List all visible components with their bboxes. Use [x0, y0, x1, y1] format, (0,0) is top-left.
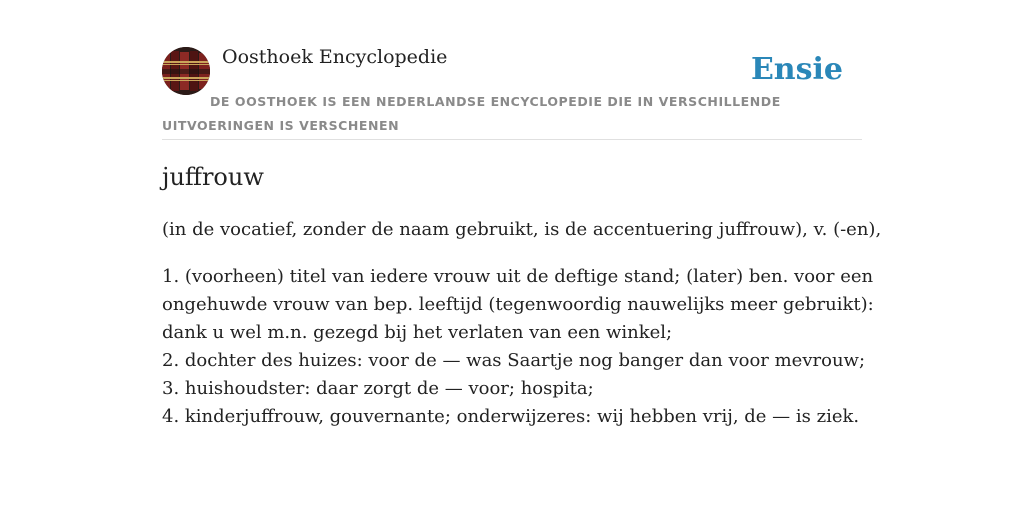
definition-line: 1. (voorheen) titel van iedere vrouw uit de deftige stand; (later) ben. voor een — [162, 266, 874, 287]
site-title[interactable]: Oosthoek Encyclopedie — [222, 46, 448, 68]
definition-line: dank u wel m.n. gezegd bij het verlaten van een winkel; — [162, 322, 673, 343]
entry-headword: juffrouw — [162, 163, 264, 191]
definition-line: ongehuwde vrouw van bep. leeftijd (tegenwoordig nauwelijks meer gebruikt): — [162, 294, 874, 315]
site-header — [162, 0, 862, 140]
site-tagline: DE OOSTHOEK IS EEN NEDERLANDSE ENCYCLOPEDIE DIE IN VERSCHILLENDE UITVOERINGEN IS VERSCHENEN — [162, 94, 781, 133]
definition-line: 3. huishoudster: daar zorgt de — voor; hospita; — [162, 378, 594, 399]
book-spines-icon — [162, 47, 210, 95]
brand-logo[interactable]: Ensie — [750, 52, 843, 87]
definition-line: 4. kinderjuffrouw, gouvernante; onderwijzeres: wij hebben vrij, de — is ziek. — [162, 406, 860, 427]
entry-intro: (in de vocatief, zonder de naam gebruikt, is de accentuering juffrouw), v. (-en), — [162, 219, 882, 240]
definition-line: 2. dochter des huizes: voor de — was Saartje nog banger dan voor mevrouw; — [162, 350, 866, 371]
entry-definition — [162, 263, 874, 431]
site-avatar[interactable] — [162, 47, 210, 95]
page — [162, 0, 882, 427]
